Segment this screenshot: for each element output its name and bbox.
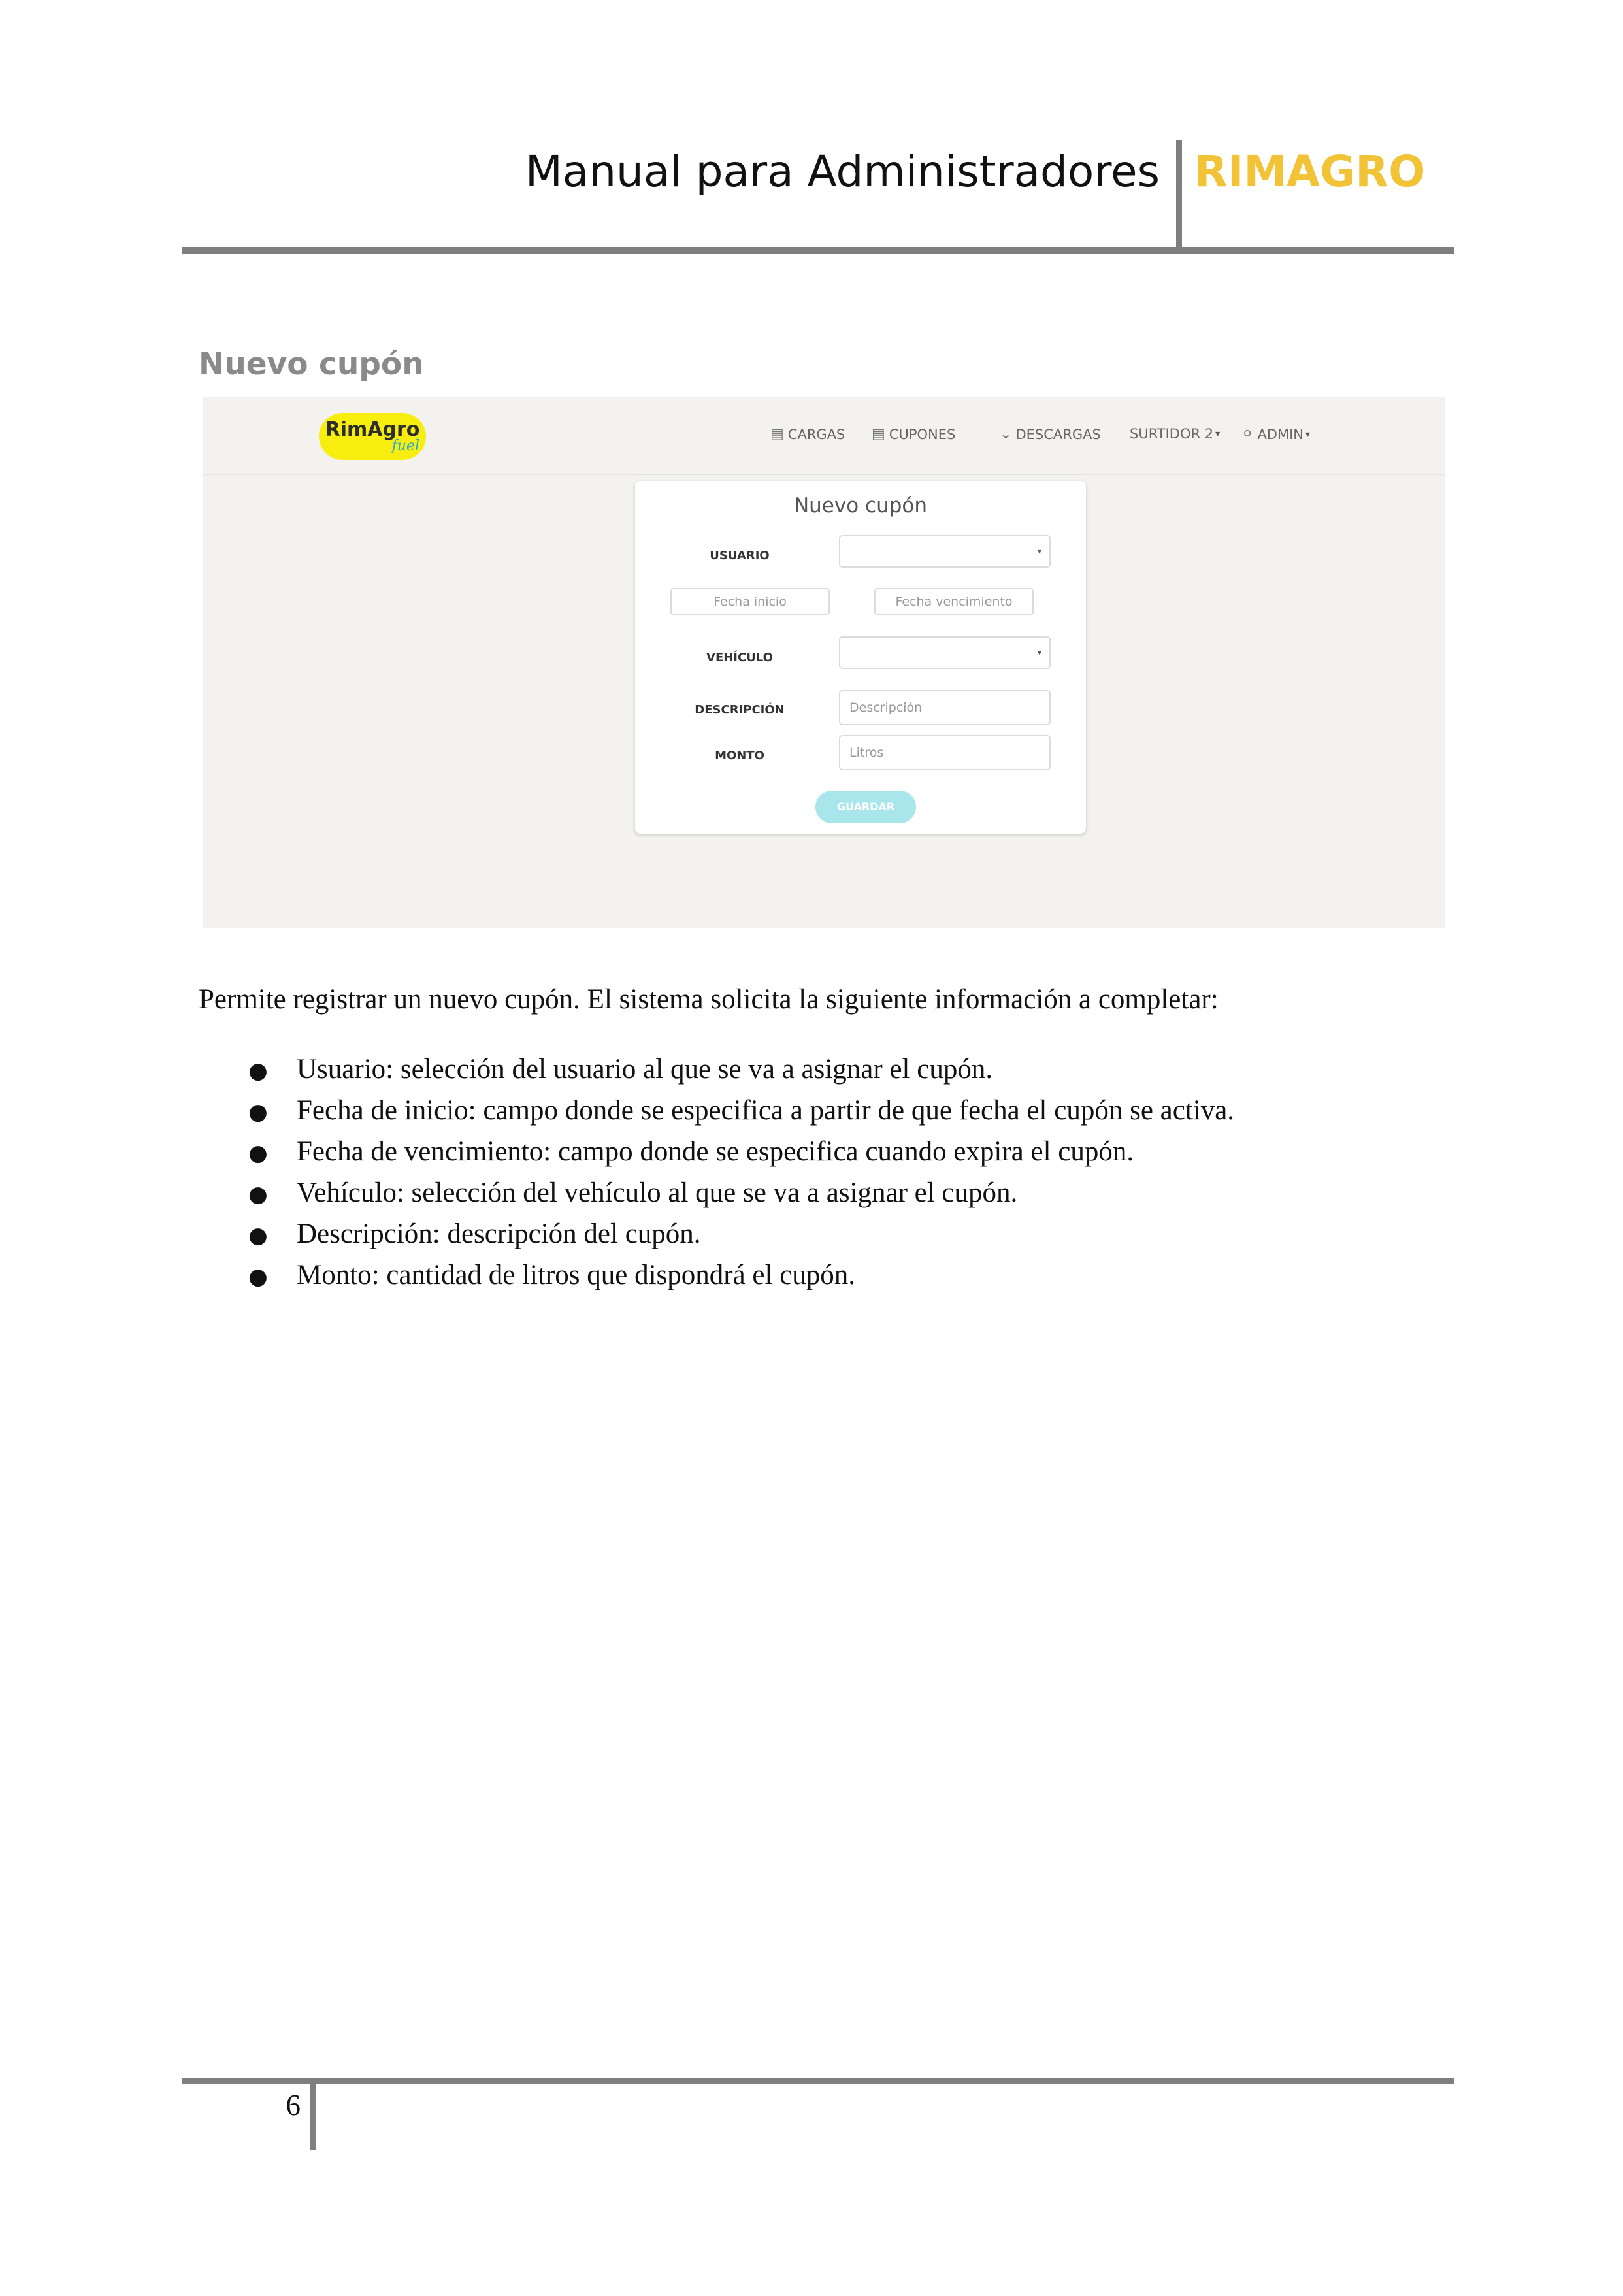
intro-paragraph: Permite registrar un nuevo cupón. El sistema solicita la siguiente información a completar: [199,984,1219,1015]
list-item [199,1259,1234,1300]
caret-down-icon: ▾ [1215,429,1221,439]
list-item [199,1218,1234,1259]
header-divider [1176,140,1182,250]
logo-subtext: fuel [391,438,419,454]
descripcion-input[interactable]: Descripción [839,690,1051,725]
caret-down-icon: ▾ [1037,648,1041,657]
vehiculo-select[interactable] [839,636,1051,669]
list-item [199,1177,1234,1218]
nav-label: ADMIN [1257,426,1303,442]
chevron-down-icon: ⌄ [1000,426,1012,442]
nav-label: DESCARGAS [1015,426,1101,442]
bullet-icon: ● [248,1181,268,1207]
descripcion-label: DESCRIPCIÓN [695,703,785,717]
nav-admin[interactable] [1241,426,1310,442]
fecha-inicio-input[interactable]: Fecha inicio [670,588,830,615]
list-item-text: Monto: cantidad de litros que dispondrá el cupón. [297,1260,856,1290]
monto-label: MONTO [715,749,764,763]
list-item-text: Fecha de inicio: campo donde se especifica a partir de que fecha el cupón se activa. [297,1095,1235,1126]
list-item-text: Vehículo: selección del vehículo al que se va a asignar el cupón. [297,1177,1018,1208]
fecha-vencimiento-input[interactable]: Fecha vencimiento [874,588,1034,615]
monto-input[interactable]: Litros [839,735,1051,770]
header-rule [182,247,1454,254]
list-item-text: Descripción: descripción del cupón. [297,1219,701,1249]
usuario-select[interactable] [839,535,1051,568]
list-item-text: Usuario: selección del usuario al que se va a asignar el cupón. [297,1054,993,1085]
footer-rule [182,2078,1454,2084]
user-icon: ⚪ [1241,426,1254,442]
document-icon: ▤ [872,426,885,442]
list-item [199,1136,1234,1177]
vehiculo-label: VEHÍCULO [706,651,773,664]
app-navbar [203,397,1445,475]
nav-cupones[interactable] [872,426,955,442]
nav-cargas[interactable] [770,426,845,442]
app-screenshot [203,397,1445,928]
nav-label: SURTIDOR 2 [1130,426,1214,442]
bullet-icon: ● [248,1140,268,1166]
usuario-label: USUARIO [710,549,770,563]
section-heading: Nuevo cupón [199,346,424,382]
form-title: Nuevo cupón [793,494,928,517]
bullet-icon: ● [248,1058,268,1084]
rimagro-logo[interactable] [319,413,426,460]
nav-surtidor[interactable] [1130,426,1220,442]
caret-down-icon: ▾ [1305,429,1311,440]
header-brand: RIMAGRO [1194,146,1426,197]
nav-descargas[interactable] [1000,426,1101,442]
document-icon: ▤ [770,426,784,442]
save-button[interactable]: GUARDAR [815,791,916,823]
logo-text: RimAgro [325,418,420,441]
list-item [199,1053,1234,1094]
list-item [199,1094,1234,1136]
caret-down-icon: ▾ [1037,547,1041,556]
page-number: 6 [286,2089,301,2122]
bullet-icon: ● [248,1222,268,1249]
bullet-icon: ● [248,1099,268,1125]
bullet-icon: ● [248,1264,268,1290]
list-item-text: Fecha de vencimiento: campo donde se especifica cuando expira el cupón. [297,1136,1134,1167]
nav-label: CARGAS [787,426,845,442]
footer-divider [310,2080,316,2150]
new-coupon-form [635,481,1086,834]
header-title: Manual para Administradores [525,146,1160,197]
nav-label: CUPONES [889,426,956,442]
field-list [199,1053,1234,1300]
